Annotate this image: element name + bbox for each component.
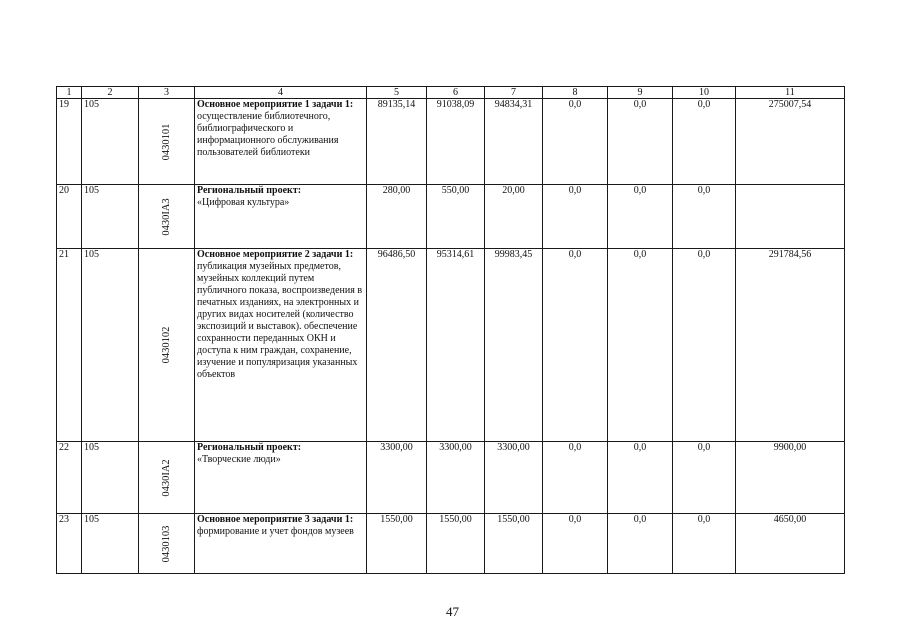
page-number: 47: [446, 604, 459, 619]
cell-value: 0,0: [608, 99, 673, 185]
row-description: [195, 442, 367, 514]
cell-total: 291784,56: [736, 249, 845, 442]
row-code: 0430IА3: [160, 197, 172, 236]
column-header: 10: [673, 87, 736, 99]
row-description: [195, 249, 367, 442]
program-funding-table: [56, 86, 845, 574]
row-code: 0430102: [160, 326, 172, 364]
cell-total: 4650,00: [736, 514, 845, 574]
column-header: 3: [139, 87, 195, 99]
cell-value: 280,00: [367, 185, 427, 249]
cell-value: 0,0: [543, 185, 608, 249]
row-code: 0430103: [160, 525, 172, 562]
cell-value: 0,0: [608, 442, 673, 514]
cell-value: 0,0: [543, 442, 608, 514]
row-code-cell: [139, 99, 195, 185]
row-text: публикация музейных предметов, музейных коллекций путем публичного показа, воспроизведения в печатных изданиях, на электронных и других видах носителей (количество экспозиций и выставок). обеспечение сохранности переданных ОКН и доступа к ним граждан, сохранение, изучение и популяризация указанных объектов: [197, 261, 363, 380]
cell-value: 0,0: [543, 99, 608, 185]
column-header: 8: [543, 87, 608, 99]
cell-value: 0,0: [543, 249, 608, 442]
row-text: формирование и учет фондов музеев: [197, 526, 354, 537]
row-text: «Творческие люди»: [197, 454, 281, 465]
column-header: 1: [57, 87, 82, 99]
cell-value: 0,0: [673, 514, 736, 574]
row-description: [195, 514, 367, 574]
row-number: 22: [57, 442, 82, 514]
cell-value: 0,0: [543, 514, 608, 574]
row-title: Основное мероприятие 3 задачи 1:: [197, 514, 354, 525]
cell-value: 1550,00: [367, 514, 427, 574]
cell-value: 20,00: [485, 185, 543, 249]
cell-value: 0,0: [673, 185, 736, 249]
cell-value: 91038,09: [427, 99, 485, 185]
column-header: 9: [608, 87, 673, 99]
row-code-cell: [139, 442, 195, 514]
row-text: осуществление библиотечного, библиографического и информационного обслуживания пользователей библиотеки: [197, 111, 339, 158]
column-header: 2: [82, 87, 139, 99]
row-text: «Цифровая культура»: [197, 197, 290, 208]
row-classifier: 105: [82, 442, 139, 514]
row-code-cell: [139, 514, 195, 574]
table-row: [57, 249, 845, 442]
cell-value: 3300,00: [427, 442, 485, 514]
cell-value: 0,0: [673, 442, 736, 514]
cell-value: 1550,00: [485, 514, 543, 574]
row-classifier: 105: [82, 514, 139, 574]
cell-value: 550,00: [427, 185, 485, 249]
column-number-row: [57, 87, 845, 99]
column-header: 5: [367, 87, 427, 99]
row-code: 0430IА2: [160, 458, 172, 497]
cell-value: 0,0: [608, 185, 673, 249]
row-number: 23: [57, 514, 82, 574]
cell-total: [736, 185, 845, 249]
cell-value: 3300,00: [485, 442, 543, 514]
cell-value: 94834,31: [485, 99, 543, 185]
cell-total: 275007,54: [736, 99, 845, 185]
row-title: Основное мероприятие 2 задачи 1:: [197, 249, 354, 260]
row-description: [195, 99, 367, 185]
cell-value: 3300,00: [367, 442, 427, 514]
row-description: [195, 185, 367, 249]
row-title: Региональный проект:: [197, 442, 302, 453]
row-classifier: 105: [82, 99, 139, 185]
row-code-cell: [139, 249, 195, 442]
row-code-cell: [139, 185, 195, 249]
column-header: 11: [736, 87, 845, 99]
cell-value: 89135,14: [367, 99, 427, 185]
cell-value: 95314,61: [427, 249, 485, 442]
cell-value: 0,0: [673, 99, 736, 185]
row-classifier: 105: [82, 249, 139, 442]
cell-value: 99983,45: [485, 249, 543, 442]
table-row: [57, 514, 845, 574]
table-row: [57, 99, 845, 185]
row-title: Основное мероприятие 1 задачи 1:: [197, 99, 354, 110]
table-row: [57, 185, 845, 249]
cell-value: 0,0: [673, 249, 736, 442]
cell-value: 0,0: [608, 514, 673, 574]
row-number: 20: [57, 185, 82, 249]
cell-value: 1550,00: [427, 514, 485, 574]
row-code: 0430101: [160, 123, 172, 160]
row-classifier: 105: [82, 185, 139, 249]
table-row: [57, 442, 845, 514]
row-title: Региональный проект:: [197, 185, 302, 196]
column-header: 4: [195, 87, 367, 99]
row-number: 21: [57, 249, 82, 442]
cell-total: 9900,00: [736, 442, 845, 514]
cell-value: 96486,50: [367, 249, 427, 442]
cell-value: 0,0: [608, 249, 673, 442]
column-header: 7: [485, 87, 543, 99]
row-number: 19: [57, 99, 82, 185]
column-header: 6: [427, 87, 485, 99]
